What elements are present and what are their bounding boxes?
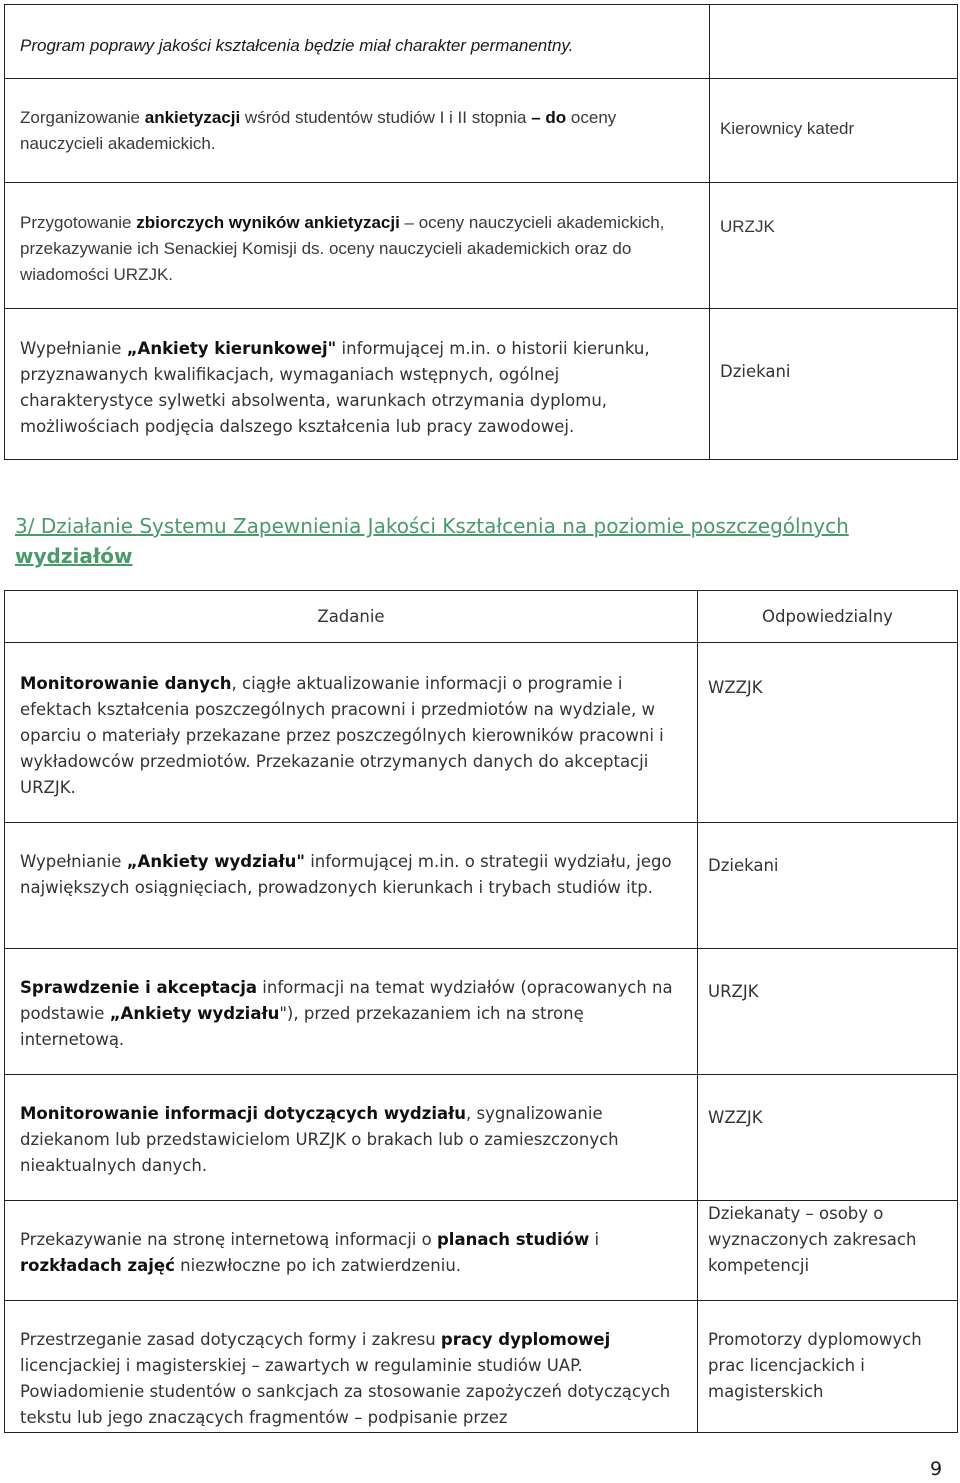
task-cell bbox=[5, 949, 697, 1053]
table-row bbox=[5, 1075, 958, 1201]
tasks-table-university bbox=[4, 4, 958, 460]
bold-text: zbiorczych wyników ankietyzacji bbox=[136, 213, 400, 232]
bold-text: „Ankiety kierunkowej" bbox=[126, 339, 337, 358]
text-run: , ciągłe aktualizowanie informacji o programie i efektach kształcenia poszczególnych pracowni i przedmiotów na wydziale, w oparciu o materiały przekazane przez poszczególnych kierowników pracowni i wykładowców przedmiotów. Przekazanie otrzymanych danych do akceptacji URZJK. bbox=[20, 674, 664, 797]
task-cell bbox=[5, 1075, 697, 1179]
tasks-table-faculties bbox=[4, 590, 958, 1433]
bold-text: „Ankiety wydziału" bbox=[126, 852, 305, 871]
text-run: Przekazywanie na stronę internetową informacji o bbox=[20, 1230, 437, 1249]
bold-text: planach studiów bbox=[436, 1230, 590, 1249]
table-row bbox=[5, 183, 958, 309]
bold-text: Monitorowanie informacji dotyczących wydziału bbox=[20, 1104, 466, 1123]
responsible-cell: WZZJK bbox=[708, 1108, 763, 1127]
header-task: Zadanie bbox=[317, 607, 385, 626]
text-run: niezwłoczne po ich zatwierdzeniu. bbox=[174, 1256, 462, 1275]
section-heading: 3/ Działanie Systemu Zapewnienia Jakości Kształcenia na poziomie poszczególnych wydziałów bbox=[15, 514, 849, 568]
text-run: Zorganizowanie bbox=[20, 108, 145, 127]
bold-text: ankietyzacji bbox=[144, 108, 241, 127]
text-run: Program poprawy jakości kształcenia będzie miał charakter permanentny. bbox=[20, 36, 574, 55]
header-responsible: Odpowiedzialny bbox=[762, 607, 893, 626]
task-cell bbox=[5, 1201, 697, 1279]
responsible-cell: Kierownicy katedr bbox=[720, 119, 855, 138]
text-run: licencjackiej i magisterskiej – zawartych w regulaminie studiów UAP. Powiadomienie studentów o sankcjach za stosowanie zapożyczeń dotyczących tekstu lub jego znaczących fragmentów – podpisanie przez bbox=[20, 1356, 671, 1427]
responsible-cell: URZJK bbox=[720, 217, 775, 236]
task-cell bbox=[5, 183, 709, 288]
table-row bbox=[5, 643, 958, 823]
text-run: informacji na temat wydziałów (opracowanych na podstawie bbox=[20, 978, 673, 1023]
table-row bbox=[5, 5, 958, 79]
responsible-cell: Dziekani bbox=[708, 856, 779, 875]
task-cell bbox=[5, 79, 709, 157]
bold-text: – do bbox=[531, 108, 567, 127]
text-run: Przygotowanie bbox=[20, 213, 137, 232]
responsible-cell: URZJK bbox=[708, 982, 759, 1001]
task-cell bbox=[5, 5, 709, 59]
task-cell bbox=[5, 309, 709, 440]
text-run: – oceny nauczycieli akademickich, przekazywanie ich Senackiej Komisji ds. oceny nauczycieli akademickich oraz do wiadomości URZJK. bbox=[20, 213, 665, 284]
text-run: , sygnalizowanie dziekanom lub przedstawicielom URZJK o brakach lub o zamieszczonych nieaktualnych danych. bbox=[20, 1104, 619, 1175]
bold-text: pracy dyplomowej bbox=[440, 1330, 611, 1349]
responsible-cell bbox=[710, 5, 957, 33]
text-run: "), przed przekazaniem ich na stronę internetową. bbox=[20, 1004, 584, 1049]
bold-text: rozkładach zajęć bbox=[20, 1256, 175, 1275]
text-run: informującej m.in. o strategii wydziału, jego największych osiągnięciach, prowadzonych kierunkach i trybach studiów itp. bbox=[20, 852, 672, 897]
text-run: Przestrzeganie zasad dotyczących formy i zakresu bbox=[20, 1330, 441, 1349]
task-cell bbox=[5, 1301, 697, 1431]
responsible-cell: WZZJK bbox=[708, 678, 763, 697]
responsible-cell: Promotorzy dyplomowych prac licencjackich i magisterskich bbox=[708, 1330, 922, 1401]
text-run: Wypełnianie bbox=[20, 852, 127, 871]
table-row bbox=[5, 823, 958, 949]
responsible-cell: Dziekanaty – osoby o wyznaczonych zakresach kompetencji bbox=[708, 1204, 917, 1275]
bold-text: Monitorowanie danych bbox=[20, 674, 232, 693]
task-cell bbox=[5, 823, 697, 901]
table-row bbox=[5, 949, 958, 1075]
table-row bbox=[5, 309, 958, 460]
table-row bbox=[5, 79, 958, 183]
page-number: 9 bbox=[930, 1458, 943, 1480]
bold-text: „Ankiety wydziału bbox=[109, 1004, 280, 1023]
responsible-cell: Dziekani bbox=[720, 362, 791, 381]
text-run: oceny nauczycieli akademickich. bbox=[20, 108, 617, 153]
task-cell bbox=[5, 643, 697, 801]
table-row bbox=[5, 1301, 958, 1433]
text-run: informującej m.in. o historii kierunku, przyznawanych kwalifikacjach, wymaganiach wstępnych, ogólnej charakterystyce sylwetki absolwenta, warunkach otrzymania dyplomu, możliwościach podjęcia dalszego kształcenia lub pracy zawodowej. bbox=[20, 339, 650, 436]
table-header-row bbox=[5, 591, 958, 643]
text-run: Wypełnianie bbox=[20, 339, 127, 358]
table-row bbox=[5, 1201, 958, 1301]
bold-text: Sprawdzenie i akceptacja bbox=[20, 978, 258, 997]
text-run: wśród studentów studiów I i II stopnia bbox=[240, 108, 532, 127]
text-run: i bbox=[589, 1230, 600, 1249]
